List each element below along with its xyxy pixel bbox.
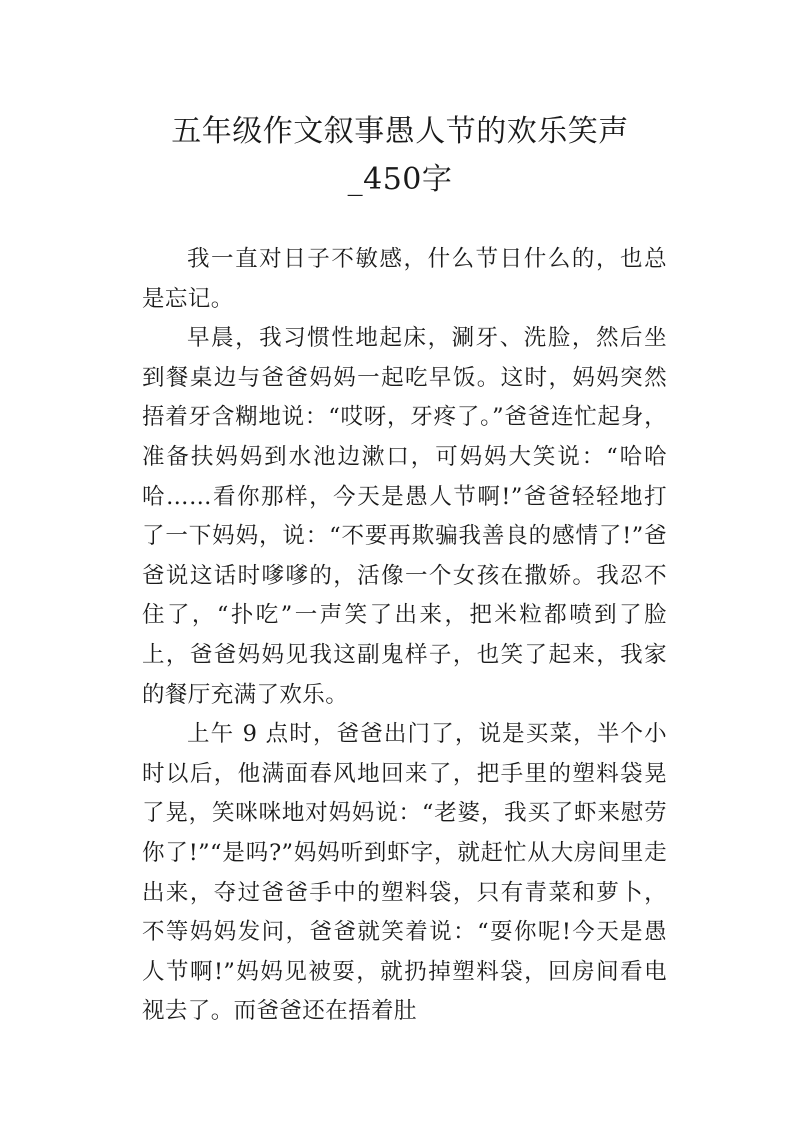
paragraph-2: 早晨，我习惯性地起床，涮牙、洗脸，然后坐到餐桌边与爸爸妈妈一起吃早饭。这时，妈妈突然捂着牙含糊地说：“哎呀，牙疼了。”爸爸连忙起身，准备扶妈妈到水池边漱口，可妈妈大笑说：“哈哈哈……看你那样，今天是愚人节啊!”爸爸轻轻地打了一下妈妈，说：“不要再欺骗我善良的感情了!”爸爸说这话时嗲嗲的，活像一个女孩在撒娇。我忍不住了，“扑吃”一声笑了出来，把米粒都喷到了脸上，爸爸妈妈见我这副鬼样子，也笑了起来，我家的餐厅充满了欢乐。 [142, 325, 667, 708]
paragraph-1: 我一直对日子不敏感，什么节日什么的，也总是忘记。 [142, 246, 667, 312]
document-body [142, 240, 667, 1032]
paragraph-3: 上午 9 点时，爸爸出门了，说是买菜，半个小时以后，他满面春风地回来了，把手里的塑料袋晃了晃，笑咪咪地对妈妈说：“老婆，我买了虾来慰劳你了!”“是吗?”妈妈听到虾字，就赶忙从大房间里走出来，夺过爸爸手中的塑料袋，只有青菜和萝卜，不等妈妈发问，爸爸就笑着说：“耍你呢!今天是愚人节啊!”妈妈见被耍，就扔掉塑料袋，回房间看电视去了。而爸爸还在捂着肚 [142, 721, 667, 1025]
document-title: 五年级作文叙事愚人节的欢乐笑声_450字 [171, 114, 629, 197]
